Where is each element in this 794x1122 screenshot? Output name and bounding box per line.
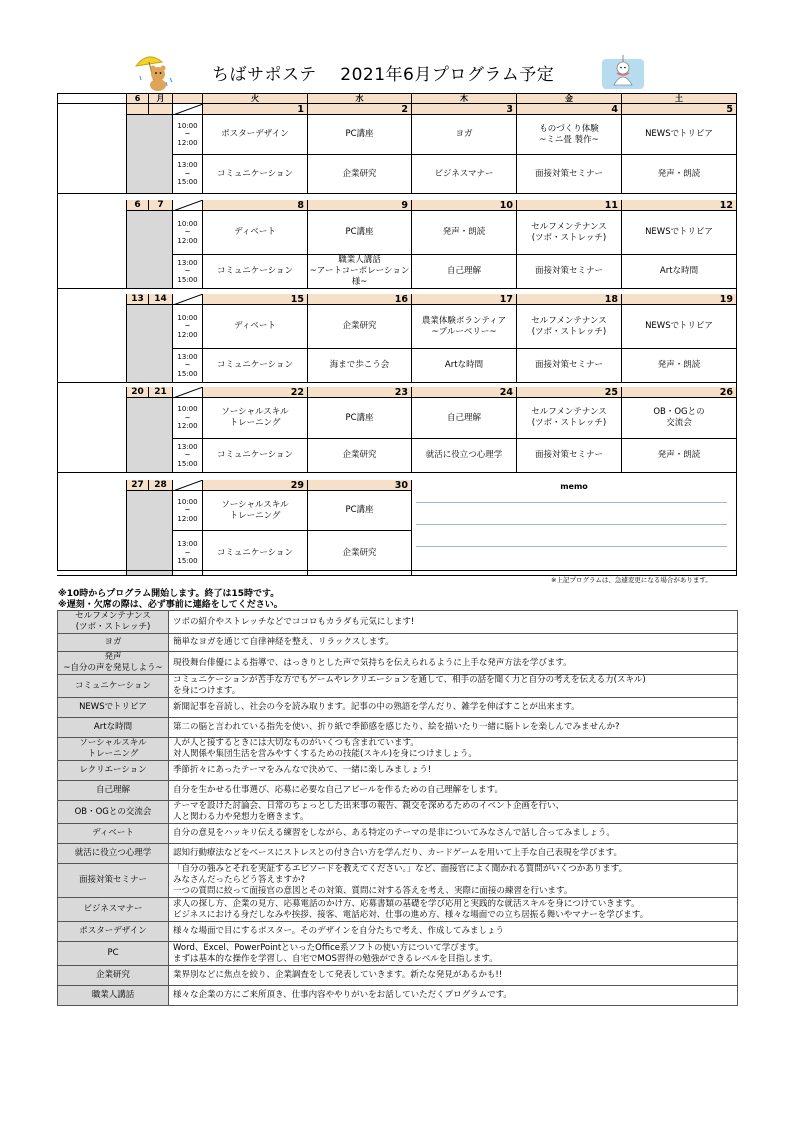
- closed-days-area: [127, 305, 173, 383]
- program-description-row: [58, 864, 738, 898]
- date-number: 2: [308, 104, 412, 115]
- program-cell-am: セルフメンテナンス (ツボ・ストレッチ): [517, 305, 622, 349]
- time-pm-text: ~: [184, 548, 191, 557]
- closed-days-area: [127, 398, 173, 473]
- date-sunday: 20: [127, 387, 149, 398]
- program-description: 新聞記事を音読し、社会の今を読み取ります。記事の中の熟語を学んだり、雑学を伸ばすことが出来ます。: [169, 698, 738, 718]
- bear-umbrella-illustration: [132, 52, 176, 92]
- program-cell-pm: 職業人講話 ~アートコーポレーション 様~: [308, 255, 412, 289]
- time-header: [173, 294, 203, 305]
- badge-area: [57, 387, 127, 473]
- time-am-text: 10:00: [177, 313, 198, 322]
- program-description: Word、Excel、PowerPointといったOffice系ソフトの使い方について学びます。 まずは基本的な操作を学習し、自宅でMOS習得の勉強ができるレベルを目指します。: [169, 942, 738, 966]
- program-cell-am: 農業体験ボランティア ~ブルーベリー~: [412, 305, 517, 349]
- date-number: 8: [203, 200, 308, 211]
- program-cell-am: ディベート: [203, 211, 308, 255]
- time-slot-am: [173, 115, 203, 155]
- badge-area: [57, 480, 127, 576]
- time-am-text: 12:00: [177, 330, 198, 339]
- program-description-row: [58, 824, 738, 844]
- program-name: ディベート: [58, 824, 169, 844]
- date-number: 4: [517, 104, 622, 115]
- program-name: ヨガ: [58, 634, 169, 652]
- program-description-row: [58, 781, 738, 801]
- date-monday: 28: [149, 480, 173, 491]
- program-description-row: [58, 844, 738, 864]
- time-slot-pm: [173, 255, 203, 289]
- date-number: 16: [308, 294, 412, 305]
- program-name: コミュニケーション: [58, 675, 169, 698]
- program-cell-am: ものづくり体験 ~ミニ畳 製作~: [517, 115, 622, 155]
- program-name: 発声 ~自分の声を発見しよう~: [58, 652, 169, 675]
- time-am-text: 12:00: [177, 236, 198, 245]
- program-cell-pm: 面接対策セミナー: [517, 255, 622, 289]
- program-description: コミュニケーションが苦手な方でもゲームやレクリエーションを通して、相手の話を聞く力と自分の考えを伝える力(スキル) を身につけます。: [169, 675, 738, 698]
- time-am-text: 12:00: [177, 422, 198, 431]
- program-cell-pm: 発声・朗読: [622, 155, 737, 194]
- program-cell-pm: 海まで歩こう会: [308, 349, 412, 383]
- date-number: 10: [412, 200, 517, 211]
- date-sunday: 6: [127, 200, 149, 211]
- program-name: 自己理解: [58, 781, 169, 801]
- time-pm-text: 13:00: [177, 161, 198, 170]
- header-month: 6: [127, 93, 149, 104]
- program-name: 職業人講話: [58, 986, 169, 1006]
- header-day-1: 水: [308, 93, 412, 104]
- program-cell-pm: 企業研究: [308, 155, 412, 194]
- program-description-row: [58, 698, 738, 718]
- time-am-text: ~: [184, 130, 191, 139]
- program-description-row: [58, 652, 738, 675]
- program-description: 簡単なヨガを通じて自律神経を整え、リラックスします。: [169, 634, 738, 652]
- time-pm-text: 15:00: [177, 557, 198, 566]
- program-description-row: [58, 986, 738, 1006]
- program-name: 企業研究: [58, 966, 169, 986]
- program-cell-am: NEWSでトリビア: [622, 305, 737, 349]
- program-cell-am: PC講座: [308, 211, 412, 255]
- date-number: 12: [622, 200, 737, 211]
- program-name: PC: [58, 942, 169, 966]
- time-pm-text: ~: [184, 169, 191, 178]
- time-am-text: 12:00: [177, 138, 198, 147]
- program-description: 様々な企業の方にご来所頂き、仕事内容ややりがいをお話していただくプログラムです。: [169, 986, 738, 1006]
- date-number: 18: [517, 294, 622, 305]
- program-name: セルフメンテナンス (ツボ・ストレッチ): [58, 611, 169, 634]
- time-header: [173, 200, 203, 211]
- program-cell-pm: 企業研究: [308, 531, 412, 576]
- program-cell-am: 発声・朗読: [412, 211, 517, 255]
- program-description-row: [58, 966, 738, 986]
- schedule-calendar: [57, 93, 737, 571]
- program-cell-am: ソーシャルスキル トレーニング: [203, 398, 308, 439]
- program-cell-pm: 面接対策セミナー: [517, 439, 622, 473]
- program-cell-am: PC講座: [308, 491, 412, 531]
- memo-writing-line: [416, 546, 727, 547]
- time-slot-pm: [173, 349, 203, 383]
- title-month-program: 2021年6月プログラム予定: [340, 65, 555, 85]
- time-slot-pm: [173, 531, 203, 576]
- header-time-blank: [173, 93, 203, 104]
- program-description: 人が人と接するときには大切なものがいくつも含まれています。 対人関係や集団生活を営みやすくするための技能(スキル)を身につけましょう。: [169, 738, 738, 761]
- program-description: 様々な場面で目にするポスター。そのデザインを自分たちで考え、作成してみましょう: [169, 922, 738, 942]
- program-description-row: [58, 898, 738, 922]
- program-cell-am: PC講座: [308, 398, 412, 439]
- date-number: 11: [517, 200, 622, 211]
- header-day-4: 土: [622, 93, 737, 104]
- date-number: 1: [203, 104, 308, 115]
- program-description: 季節折々にあったテーマをみんなで決めて、一緒に楽しみましょう!: [169, 761, 738, 781]
- time-am-text: ~: [184, 506, 191, 515]
- program-description-row: [58, 922, 738, 942]
- time-pm-text: 15:00: [177, 369, 198, 378]
- time-pm-text: 15:00: [177, 275, 198, 284]
- date-number: 25: [517, 387, 622, 398]
- time-am-text: 10:00: [177, 405, 198, 414]
- program-cell-am: セルフメンテナンス (ツボ・ストレッチ): [517, 211, 622, 255]
- header-blank: [57, 93, 127, 104]
- program-description-row: [58, 738, 738, 761]
- date-number: 29: [203, 480, 308, 491]
- closed-days-area: [127, 491, 173, 576]
- memo-label: memo: [560, 482, 588, 491]
- program-description-row: [58, 611, 738, 634]
- time-am-text: 10:00: [177, 219, 198, 228]
- program-description-row: [58, 634, 738, 652]
- program-cell-am: NEWSでトリビア: [622, 115, 737, 155]
- change-notice: ※上記プログラムは、急遽変更になる場合があります。: [551, 576, 712, 584]
- program-cell-pm: 面接対策セミナー: [517, 349, 622, 383]
- program-name: Artな時間: [58, 718, 169, 738]
- page-title: [212, 60, 554, 85]
- program-cell-am: 自己理解: [412, 398, 517, 439]
- header-day-2: 木: [412, 93, 517, 104]
- date-number: 5: [622, 104, 737, 115]
- program-cell-pm: 自己理解: [412, 255, 517, 289]
- time-header: [173, 480, 203, 491]
- date-number: 26: [622, 387, 737, 398]
- date-sunday: 13: [127, 294, 149, 305]
- program-description-row: [58, 675, 738, 698]
- time-am-text: ~: [184, 322, 191, 331]
- program-description-row: [58, 801, 738, 824]
- program-name: 就活に役立つ心理学: [58, 844, 169, 864]
- start-time-notice: ※10時からプログラム開始します。終了は15時です。: [58, 589, 280, 599]
- date-monday: 21: [149, 387, 173, 398]
- program-name: レクリエーション: [58, 761, 169, 781]
- time-am-text: 10:00: [177, 121, 198, 130]
- time-pm-text: 13:00: [177, 442, 198, 451]
- memo-area: [412, 480, 737, 576]
- time-header: [173, 104, 203, 115]
- program-name: NEWSでトリビア: [58, 698, 169, 718]
- program-name: ソーシャルスキル トレーニング: [58, 738, 169, 761]
- date-sunday: [127, 104, 149, 115]
- program-cell-pm: Artな時間: [412, 349, 517, 383]
- program-cell-pm: ビジネスマナー: [412, 155, 517, 194]
- program-description: 自分を生かせる仕事選び、応募に必要な自己アピールを作るための自己理解をします。: [169, 781, 738, 801]
- program-cell-pm: 企業研究: [308, 439, 412, 473]
- program-cell-pm: 就活に役立つ心理学: [412, 439, 517, 473]
- header-day-3: 金: [517, 93, 622, 104]
- time-am-text: ~: [184, 413, 191, 422]
- program-cell-am: ヨガ: [412, 115, 517, 155]
- date-number: 30: [308, 480, 412, 491]
- header-day-0: 火: [203, 93, 308, 104]
- closed-days-area: [127, 211, 173, 289]
- program-description: 自分の意見をハッキリ伝える練習をしながら、ある特定のテーマの是非についてみなさんで話し合ってみましょう。: [169, 824, 738, 844]
- program-description: 現役舞台俳優による指導で、はっきりとした声で気持ちを伝えられるように上手な発声方法を学びます。: [169, 652, 738, 675]
- program-name: ポスターデザイン: [58, 922, 169, 942]
- date-number: 22: [203, 387, 308, 398]
- program-description: 求人の探し方、企業の見方、応募電話のかけ方、応募書類の基礎を学び応用と実践的な就活スキルを身につけていきます。 ビジネスにおける身だしなみや挨拶、接客、電話応対、仕事の進め方、様々な場面での立ち居振る舞いやマナーを学びます。: [169, 898, 738, 922]
- time-slot-pm: [173, 439, 203, 473]
- title-organization: ちばサポステ: [212, 65, 317, 85]
- date-monday: [149, 104, 173, 115]
- program-description: 業界別などに焦点を絞り、企業調査をして発表していきます。新たな発見があるかも!!: [169, 966, 738, 986]
- program-name: OB・OGとの交流会: [58, 801, 169, 824]
- time-pm-text: 13:00: [177, 258, 198, 267]
- time-pm-text: 15:00: [177, 459, 198, 468]
- time-header: [173, 387, 203, 398]
- date-number: 17: [412, 294, 517, 305]
- program-description-table: [57, 610, 738, 1006]
- program-name: 面接対策セミナー: [58, 864, 169, 898]
- program-description: 認知行動療法などをベースにストレスとの付き合い方を学んだり、カードゲームを用いて上手な自己表現を学びます。: [169, 844, 738, 864]
- program-cell-am: ディベート: [203, 305, 308, 349]
- program-description: 「自分の強みとそれを実証するエピソードを教えてください。」など、面接官によく聞かれる質問がいくつかあります。 みなさんだったらどう答えますか? 一つの質問に絞って面接官の意図とその対策、質問に対する答えを考え、実際に面接の練習を行います。: [169, 864, 738, 898]
- program-cell-am: 企業研究: [308, 305, 412, 349]
- header-month-unit: 月: [149, 93, 173, 104]
- program-cell-pm: コミュニケーション: [203, 155, 308, 194]
- date-number: 19: [622, 294, 737, 305]
- contact-notice: ※遅刻・欠席の際は、必ず事前に連絡をしてください。: [58, 600, 283, 610]
- memo-writing-line: [416, 524, 727, 525]
- badge-area: [57, 104, 127, 194]
- time-pm-text: ~: [184, 361, 191, 370]
- date-number: 24: [412, 387, 517, 398]
- program-cell-pm: コミュニケーション: [203, 255, 308, 289]
- badge-area: [57, 294, 127, 383]
- date-monday: 7: [149, 200, 173, 211]
- time-pm-text: ~: [184, 451, 191, 460]
- time-pm-text: 15:00: [177, 178, 198, 187]
- date-number: 15: [203, 294, 308, 305]
- time-slot-am: [173, 211, 203, 255]
- program-cell-pm: コミュニケーション: [203, 439, 308, 473]
- program-cell-am: セルフメンテナンス (ツボ・ストレッチ): [517, 398, 622, 439]
- program-description-row: [58, 761, 738, 781]
- time-pm-text: 13:00: [177, 540, 198, 549]
- program-cell-pm: 発声・朗読: [622, 439, 737, 473]
- program-description: テーマを設けた討論会、日常のちょっとした出来事の報告、親交を深めるためのイベント企画を行い、 人と関わる力や発想力を磨きます。: [169, 801, 738, 824]
- program-description-row: [58, 718, 738, 738]
- program-cell-pm: 発声・朗読: [622, 349, 737, 383]
- program-name: ビジネスマナー: [58, 898, 169, 922]
- program-description-row: [58, 942, 738, 966]
- program-description: ツボの紹介やストレッチなどでココロもカラダも元気にします!: [169, 611, 738, 634]
- closed-days-area: [127, 115, 173, 194]
- time-slot-pm: [173, 155, 203, 194]
- time-pm-text: 13:00: [177, 352, 198, 361]
- memo-writing-line: [416, 502, 727, 503]
- program-description: 第二の脳と言われている指先を使い、折り紙で季節感を感じたり、絵を描いたり一緒に脳トレを楽しんでみませんか?: [169, 718, 738, 738]
- time-slot-am: [173, 305, 203, 349]
- teru-teru-bozu-illustration: [600, 55, 646, 91]
- time-am-text: 12:00: [177, 514, 198, 523]
- badge-area: [57, 200, 127, 289]
- date-number: 23: [308, 387, 412, 398]
- time-am-text: 10:00: [177, 497, 198, 506]
- program-cell-am: ソーシャルスキル トレーニング: [203, 491, 308, 531]
- time-slot-am: [173, 491, 203, 531]
- date-sunday: 27: [127, 480, 149, 491]
- program-cell-pm: 面接対策セミナー: [517, 155, 622, 194]
- program-cell-pm: コミュニケーション: [203, 349, 308, 383]
- program-cell-am: OB・OGとの 交流会: [622, 398, 737, 439]
- date-monday: 14: [149, 294, 173, 305]
- program-cell-am: ポスターデザイン: [203, 115, 308, 155]
- program-cell-am: PC講座: [308, 115, 412, 155]
- program-cell-am: NEWSでトリビア: [622, 211, 737, 255]
- program-cell-pm: コミュニケーション: [203, 531, 308, 576]
- time-slot-am: [173, 398, 203, 439]
- program-cell-pm: Artな時間: [622, 255, 737, 289]
- time-pm-text: ~: [184, 267, 191, 276]
- time-am-text: ~: [184, 228, 191, 237]
- date-number: 3: [412, 104, 517, 115]
- date-number: 9: [308, 200, 412, 211]
